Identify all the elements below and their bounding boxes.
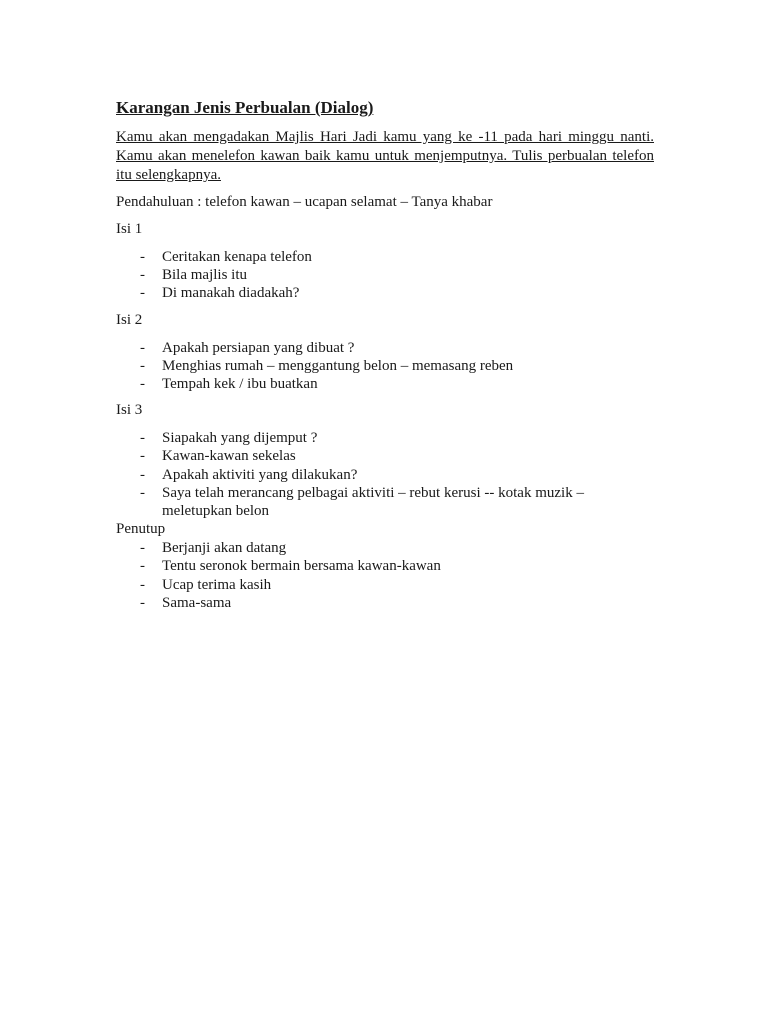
bullet-dash: - bbox=[140, 484, 145, 501]
bullet-dash: - bbox=[140, 376, 145, 393]
list-item: - Siapakah yang dijemput ? bbox=[140, 430, 318, 447]
bullet-dash: - bbox=[140, 339, 145, 356]
list-item: - Ucap terima kasih bbox=[140, 576, 272, 593]
section-label-penutup: Penutup bbox=[116, 521, 166, 538]
bullet-dash: - bbox=[140, 249, 145, 265]
list-item: - Apakah persiapan yang dibuat ? bbox=[140, 339, 355, 356]
bullet-dash: - bbox=[140, 558, 145, 575]
section-list-isi-2 bbox=[116, 339, 654, 394]
section-list-penutup bbox=[116, 539, 654, 612]
list-item: - Sama-sama bbox=[140, 594, 232, 611]
bullet-dash: - bbox=[140, 285, 145, 302]
bullet-dash: - bbox=[140, 466, 145, 483]
list-item: - Tentu seronok bermain bersama kawan-kawan bbox=[140, 558, 441, 575]
bullet-dash: - bbox=[140, 448, 145, 465]
bullet-dash: - bbox=[140, 430, 145, 447]
task-instructions: Kamu akan mengadakan Majlis Hari Jadi kamu yang ke -11 pada hari minggu nanti. Kamu akan menelefon kawan baik kamu untuk menjemputnya. Tulis perbualan telefon itu selengkapnya. bbox=[116, 129, 654, 183]
list-item: - Berjanji akan datang bbox=[140, 540, 287, 557]
document-page bbox=[116, 98, 654, 612]
intro-line: Pendahuluan : telefon kawan – ucapan selamat – Tanya khabar bbox=[116, 194, 493, 210]
section-label-isi-2: Isi 2 bbox=[116, 311, 143, 328]
bullet-dash: - bbox=[140, 540, 145, 557]
section-label-isi-3: Isi 3 bbox=[116, 402, 143, 419]
bullet-dash: - bbox=[140, 357, 145, 374]
section-list-isi-1 bbox=[116, 248, 654, 303]
section-label-isi-1: Isi 1 bbox=[116, 221, 143, 237]
bullet-dash: - bbox=[140, 267, 145, 284]
list-item: - Tempah kek / ibu buatkan bbox=[140, 376, 318, 393]
list-item: - Kawan-kawan sekelas bbox=[140, 448, 296, 465]
bullet-dash: - bbox=[140, 594, 145, 611]
bullet-dash: - bbox=[140, 576, 145, 593]
list-item: - Di manakah diadakah? bbox=[140, 285, 300, 302]
document-title: Karangan Jenis Perbualan (Dialog) bbox=[116, 98, 374, 117]
list-item: - Menghias rumah – menggantung belon – memasang reben bbox=[140, 357, 514, 374]
list-item: - Bila majlis itu bbox=[140, 267, 247, 284]
list-item: - Ceritakan kenapa telefon bbox=[140, 249, 312, 265]
list-item: - Apakah aktiviti yang dilakukan? bbox=[140, 466, 358, 483]
list-item: - Saya telah merancang pelbagai aktiviti – rebut kerusi -- kotak muzik – meletupkan belon bbox=[140, 484, 584, 520]
section-list-isi-3 bbox=[116, 429, 654, 520]
